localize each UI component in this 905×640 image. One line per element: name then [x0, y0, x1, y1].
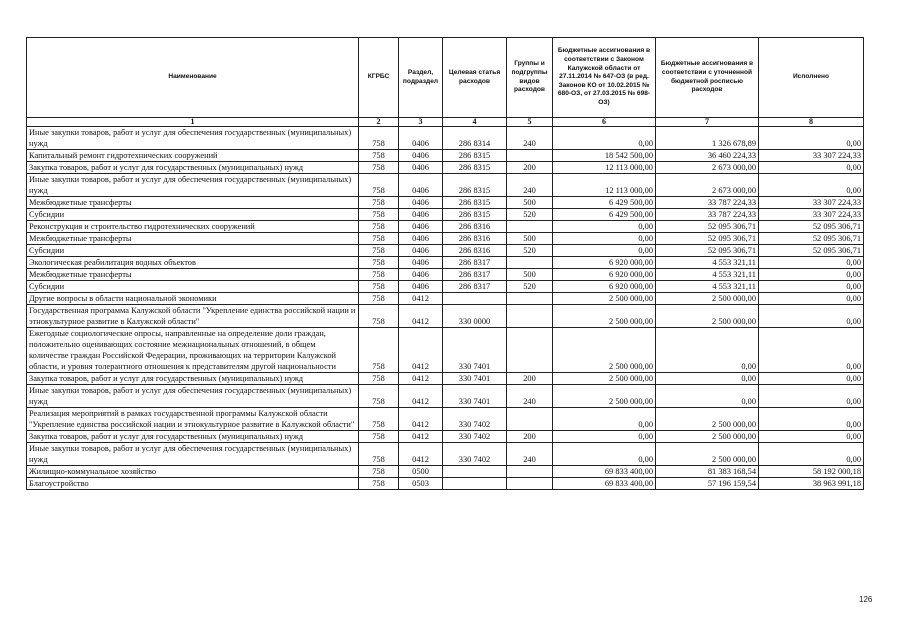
table-row [27, 328, 864, 373]
column-number: 3 [399, 118, 443, 127]
cell-grbs: 758 [359, 293, 399, 305]
cell-specified: 33 787 224,33 [656, 197, 759, 209]
cell-group [507, 305, 553, 328]
header-name: Наименование [27, 38, 359, 118]
cell-name: Межбюджетные трансферты [27, 197, 359, 209]
cell-grbs: 758 [359, 150, 399, 162]
cell-name: Межбюджетные трансферты [27, 269, 359, 281]
cell-name: Реконструкция и строительство гидротехнических сооружений [27, 221, 359, 233]
cell-target: 330 0000 [443, 305, 507, 328]
table-row [27, 174, 864, 197]
cell-name: Закупка товаров, работ и услуг для государственных (муниципальных) нужд [27, 373, 359, 385]
header-grbs: КГРБС [359, 38, 399, 118]
cell-section: 0412 [399, 431, 443, 443]
cell-specified: 4 553 321,11 [656, 281, 759, 293]
table-row [27, 373, 864, 385]
table-body [27, 127, 864, 490]
table-row [27, 197, 864, 209]
cell-name: Жилищно-коммунальное хозяйство [27, 466, 359, 478]
cell-executed: 0,00 [759, 293, 864, 305]
cell-assigned: 2 500 000,00 [553, 305, 656, 328]
cell-executed: 0,00 [759, 174, 864, 197]
cell-specified: 2 673 000,00 [656, 174, 759, 197]
cell-target: 286 8315 [443, 174, 507, 197]
cell-group: 500 [507, 269, 553, 281]
table-row [27, 257, 864, 269]
column-number: 2 [359, 118, 399, 127]
cell-name: Иные закупки товаров, работ и услуг для обеспечения государственных (муниципальных) нужд [27, 127, 359, 150]
header-section: Раздел, подраздел [399, 38, 443, 118]
cell-target: 286 8315 [443, 209, 507, 221]
cell-group: 520 [507, 281, 553, 293]
cell-section: 0406 [399, 233, 443, 245]
cell-section: 0406 [399, 257, 443, 269]
cell-name: Благоустройство [27, 478, 359, 490]
cell-assigned: 6 920 000,00 [553, 269, 656, 281]
column-number: 4 [443, 118, 507, 127]
table-row [27, 443, 864, 466]
cell-executed: 38 963 991,18 [759, 478, 864, 490]
cell-section: 0406 [399, 174, 443, 197]
cell-group: 200 [507, 373, 553, 385]
cell-group: 500 [507, 197, 553, 209]
cell-target: 330 7401 [443, 328, 507, 373]
cell-specified: 2 673 000,00 [656, 162, 759, 174]
cell-grbs: 758 [359, 478, 399, 490]
cell-section: 0503 [399, 478, 443, 490]
cell-section: 0406 [399, 162, 443, 174]
cell-name: Субсидии [27, 245, 359, 257]
cell-grbs: 758 [359, 408, 399, 431]
cell-target [443, 478, 507, 490]
cell-section: 0412 [399, 443, 443, 466]
cell-executed: 33 307 224,33 [759, 150, 864, 162]
table-row [27, 305, 864, 328]
table-row [27, 293, 864, 305]
table-row [27, 150, 864, 162]
cell-assigned: 12 113 000,00 [553, 174, 656, 197]
cell-grbs: 758 [359, 431, 399, 443]
cell-executed: 0,00 [759, 269, 864, 281]
cell-name: Капитальный ремонт гидротехнических сооружений [27, 150, 359, 162]
table-row [27, 221, 864, 233]
cell-assigned: 0,00 [553, 408, 656, 431]
cell-specified: 1 326 678,89 [656, 127, 759, 150]
cell-executed: 58 192 000,18 [759, 466, 864, 478]
cell-section: 0406 [399, 209, 443, 221]
cell-executed: 52 095 306,71 [759, 221, 864, 233]
cell-section: 0412 [399, 408, 443, 431]
cell-group: 500 [507, 233, 553, 245]
cell-target: 286 8314 [443, 127, 507, 150]
cell-name: Иные закупки товаров, работ и услуг для обеспечения государственных (муниципальных) нужд [27, 174, 359, 197]
cell-specified: 4 553 321,11 [656, 269, 759, 281]
cell-target: 286 8315 [443, 150, 507, 162]
table-row [27, 385, 864, 408]
page-number: 126 [859, 595, 873, 604]
column-number: 5 [507, 118, 553, 127]
cell-group: 520 [507, 245, 553, 257]
cell-assigned: 6 429 500,00 [553, 197, 656, 209]
cell-section: 0406 [399, 245, 443, 257]
table-row [27, 466, 864, 478]
cell-grbs: 758 [359, 385, 399, 408]
cell-group [507, 293, 553, 305]
cell-target: 330 7402 [443, 443, 507, 466]
cell-grbs: 758 [359, 233, 399, 245]
cell-name: Субсидии [27, 209, 359, 221]
cell-assigned: 0,00 [553, 127, 656, 150]
column-number: 7 [656, 118, 759, 127]
cell-assigned: 2 500 000,00 [553, 373, 656, 385]
column-number: 1 [27, 118, 359, 127]
cell-section: 0406 [399, 281, 443, 293]
table-row [27, 281, 864, 293]
cell-assigned: 2 500 000,00 [553, 328, 656, 373]
cell-group [507, 328, 553, 373]
cell-target: 286 8316 [443, 245, 507, 257]
cell-executed: 0,00 [759, 431, 864, 443]
cell-executed: 0,00 [759, 257, 864, 269]
cell-group [507, 150, 553, 162]
cell-target: 330 7401 [443, 373, 507, 385]
cell-specified: 0,00 [656, 385, 759, 408]
cell-specified: 81 383 168,54 [656, 466, 759, 478]
cell-specified: 2 500 000,00 [656, 305, 759, 328]
cell-executed: 0,00 [759, 408, 864, 431]
cell-grbs: 758 [359, 281, 399, 293]
cell-grbs: 758 [359, 305, 399, 328]
cell-grbs: 758 [359, 197, 399, 209]
header-target: Целевая статья расходов [443, 38, 507, 118]
cell-specified: 2 500 000,00 [656, 431, 759, 443]
cell-name: Ежегодные социологические опросы, направленные на определение доли граждан, положительно оценивающих состояние межнациональных отношений, в общем количестве граждан Российской Федерации, проживающих на территории Калужской области, и уровня толерантного отношения к представителям другой национальности [27, 328, 359, 373]
table-row [27, 431, 864, 443]
cell-grbs: 758 [359, 209, 399, 221]
cell-section: 0406 [399, 269, 443, 281]
cell-name: Реализация мероприятий в рамках государственной программы Калужской области "Укрепление единства российской нации и этнокультурное развитие в Калужской области" [27, 408, 359, 431]
cell-executed: 0,00 [759, 281, 864, 293]
cell-target: 286 8317 [443, 281, 507, 293]
cell-specified: 52 095 306,71 [656, 221, 759, 233]
cell-group: 240 [507, 443, 553, 466]
cell-assigned: 12 113 000,00 [553, 162, 656, 174]
header-group: Группы и подгруппы видов расходов [507, 38, 553, 118]
budget-table [26, 37, 864, 490]
cell-target: 330 7401 [443, 385, 507, 408]
cell-group [507, 466, 553, 478]
cell-name: Закупка товаров, работ и услуг для государственных (муниципальных) нужд [27, 162, 359, 174]
cell-specified: 4 553 321,11 [656, 257, 759, 269]
cell-executed: 0,00 [759, 127, 864, 150]
cell-specified: 2 500 000,00 [656, 408, 759, 431]
cell-target [443, 293, 507, 305]
cell-executed: 0,00 [759, 443, 864, 466]
table-row [27, 162, 864, 174]
cell-name: Иные закупки товаров, работ и услуг для обеспечения государственных (муниципальных) нужд [27, 443, 359, 466]
cell-section: 0412 [399, 373, 443, 385]
cell-specified: 2 500 000,00 [656, 443, 759, 466]
cell-target: 286 8316 [443, 233, 507, 245]
cell-specified: 0,00 [656, 373, 759, 385]
cell-assigned: 2 500 000,00 [553, 385, 656, 408]
cell-specified: 33 787 224,33 [656, 209, 759, 221]
cell-specified: 36 460 224,33 [656, 150, 759, 162]
cell-section: 0412 [399, 328, 443, 373]
cell-name: Иные закупки товаров, работ и услуг для обеспечения государственных (муниципальных) нужд [27, 385, 359, 408]
cell-specified: 52 095 306,71 [656, 245, 759, 257]
cell-assigned: 0,00 [553, 431, 656, 443]
cell-assigned: 6 920 000,00 [553, 281, 656, 293]
cell-target: 286 8317 [443, 257, 507, 269]
cell-executed: 33 307 224,33 [759, 209, 864, 221]
cell-grbs: 758 [359, 162, 399, 174]
table-row [27, 233, 864, 245]
header-executed: Исполнено [759, 38, 864, 118]
cell-group: 520 [507, 209, 553, 221]
cell-name: Субсидии [27, 281, 359, 293]
cell-group [507, 408, 553, 431]
column-number: 8 [759, 118, 864, 127]
cell-grbs: 758 [359, 245, 399, 257]
table-row [27, 408, 864, 431]
cell-grbs: 758 [359, 466, 399, 478]
cell-name: Экологическая реабилитация водных объектов [27, 257, 359, 269]
table-row [27, 127, 864, 150]
cell-section: 0406 [399, 221, 443, 233]
cell-target: 330 7402 [443, 431, 507, 443]
cell-assigned: 18 542 500,00 [553, 150, 656, 162]
cell-assigned: 0,00 [553, 221, 656, 233]
cell-specified: 57 196 159,54 [656, 478, 759, 490]
cell-grbs: 758 [359, 328, 399, 373]
cell-name: Межбюджетные трансферты [27, 233, 359, 245]
cell-target [443, 466, 507, 478]
cell-executed: 0,00 [759, 328, 864, 373]
cell-assigned: 69 833 400,00 [553, 478, 656, 490]
cell-section: 0412 [399, 293, 443, 305]
cell-section: 0406 [399, 197, 443, 209]
cell-grbs: 758 [359, 127, 399, 150]
cell-section: 0406 [399, 150, 443, 162]
cell-group: 200 [507, 162, 553, 174]
cell-specified: 2 500 000,00 [656, 293, 759, 305]
cell-grbs: 758 [359, 443, 399, 466]
cell-section: 0406 [399, 127, 443, 150]
cell-section: 0412 [399, 305, 443, 328]
cell-group: 200 [507, 431, 553, 443]
cell-specified: 0,00 [656, 328, 759, 373]
cell-name: Государственная программа Калужской области "Укрепление единства российской нации и этнокультурное развитие в Калужской области" [27, 305, 359, 328]
cell-assigned: 0,00 [553, 443, 656, 466]
cell-assigned: 6 920 000,00 [553, 257, 656, 269]
cell-specified: 52 095 306,71 [656, 233, 759, 245]
cell-grbs: 758 [359, 373, 399, 385]
cell-section: 0412 [399, 385, 443, 408]
table-row [27, 269, 864, 281]
cell-target: 286 8315 [443, 197, 507, 209]
table-header [27, 38, 864, 127]
cell-grbs: 758 [359, 174, 399, 197]
cell-assigned: 0,00 [553, 245, 656, 257]
column-number-row [27, 118, 864, 127]
cell-grbs: 758 [359, 257, 399, 269]
cell-target: 286 8316 [443, 221, 507, 233]
header-assigned: Бюджетные ассигнования в соответствии с Законом Калужской области от 27.11.2014 № 647-ОЗ (в ред. Законов КО от 10.02.2015 № 680-ОЗ, от 27.03.2015 № 698-ОЗ) [553, 38, 656, 118]
cell-executed: 52 095 306,71 [759, 233, 864, 245]
cell-grbs: 758 [359, 269, 399, 281]
cell-executed: 0,00 [759, 385, 864, 408]
cell-assigned: 69 833 400,00 [553, 466, 656, 478]
cell-section: 0500 [399, 466, 443, 478]
header-specified: Бюджетные ассигнования в соответствии с уточненной бюджетной росписью расходов [656, 38, 759, 118]
cell-executed: 0,00 [759, 373, 864, 385]
table-row [27, 209, 864, 221]
cell-group [507, 221, 553, 233]
cell-grbs: 758 [359, 221, 399, 233]
cell-executed: 0,00 [759, 305, 864, 328]
cell-executed: 52 095 306,71 [759, 245, 864, 257]
table-row [27, 478, 864, 490]
cell-group [507, 478, 553, 490]
cell-group: 240 [507, 385, 553, 408]
cell-name: Закупка товаров, работ и услуг для государственных (муниципальных) нужд [27, 431, 359, 443]
cell-name: Другие вопросы в области национальной экономики [27, 293, 359, 305]
column-number: 6 [553, 118, 656, 127]
cell-group [507, 257, 553, 269]
table-row [27, 245, 864, 257]
cell-assigned: 2 500 000,00 [553, 293, 656, 305]
cell-executed: 33 307 224,33 [759, 197, 864, 209]
cell-executed: 0,00 [759, 162, 864, 174]
cell-assigned: 6 429 500,00 [553, 209, 656, 221]
cell-group: 240 [507, 174, 553, 197]
cell-target: 286 8317 [443, 269, 507, 281]
cell-target: 286 8315 [443, 162, 507, 174]
cell-group: 240 [507, 127, 553, 150]
cell-target: 330 7402 [443, 408, 507, 431]
cell-assigned: 0,00 [553, 233, 656, 245]
